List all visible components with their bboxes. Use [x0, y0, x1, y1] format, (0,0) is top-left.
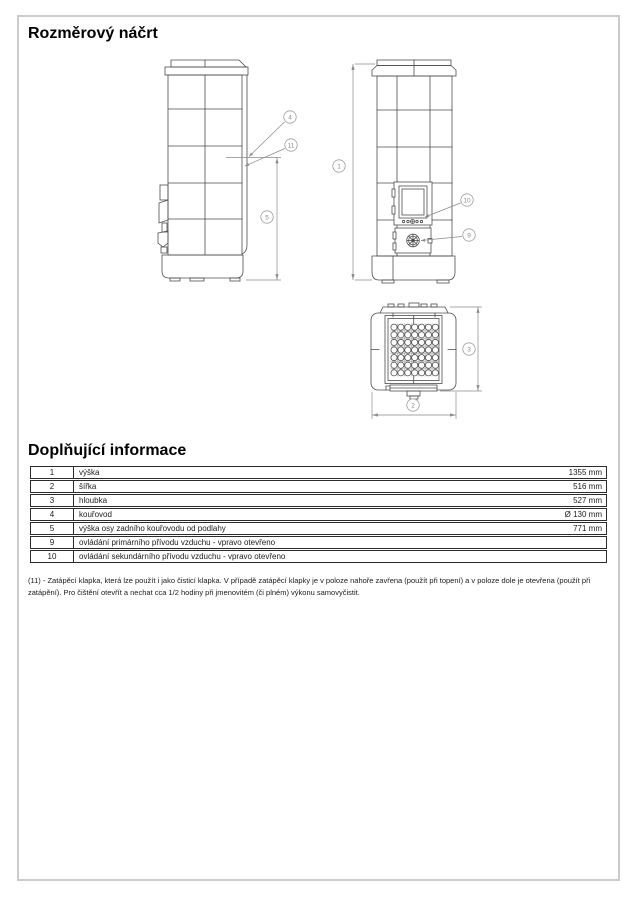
row-label: výška — [79, 468, 100, 477]
row-number: 4 — [31, 509, 74, 520]
table-row — [30, 466, 607, 479]
row-number: 1 — [31, 467, 74, 478]
row-label: kouřovod — [79, 510, 112, 519]
row-number: 2 — [31, 481, 74, 492]
callout-11-badge — [285, 139, 297, 151]
side-hinge-upper — [160, 185, 168, 200]
top-view-latch — [386, 385, 437, 399]
firebox-door — [392, 182, 432, 225]
svg-text:1: 1 — [337, 163, 341, 171]
row-label: ovládání sekundárního přívodu vzduchu - vpravo otevřeno — [79, 552, 286, 561]
section-title: Doplňující informace — [28, 442, 187, 459]
rosette-knob — [407, 234, 420, 247]
table-row — [30, 522, 607, 535]
table-row — [30, 494, 607, 507]
table-row — [30, 508, 607, 521]
row-label: šířka — [79, 482, 97, 491]
row-label: hloubka — [79, 496, 108, 505]
svg-text:10: 10 — [463, 197, 471, 205]
svg-text:3: 3 — [467, 346, 471, 354]
row-number: 3 — [31, 495, 74, 506]
svg-text:2: 2 — [411, 402, 415, 410]
table-row — [30, 480, 607, 493]
dimensional-drawing — [0, 0, 637, 440]
row-value: 771 mm — [573, 524, 602, 533]
row-number: 9 — [31, 537, 74, 548]
ash-door — [393, 228, 432, 253]
callout-3-badge — [463, 343, 475, 355]
callout-2-badge — [407, 399, 419, 411]
callout-5-badge — [261, 211, 273, 223]
callout-4-badge — [284, 111, 296, 123]
svg-text:4: 4 — [288, 114, 292, 122]
front-view-drawing — [372, 60, 456, 283]
row-value: 516 mm — [573, 482, 602, 491]
row-number: 10 — [31, 551, 74, 562]
svg-text:9: 9 — [467, 232, 471, 240]
grate-holes — [391, 324, 439, 376]
row-value: 1355 mm — [568, 468, 602, 477]
row-value: Ø 130 mm — [564, 510, 602, 519]
footnote-text: (11) - Zatápěcí klapka, která lze použít i jako čisticí klapka. V případě zatápěcí klapky je v poloze nahoře zavřena (použít při topení) a v poloze dole je otevřena (použít při zatápění). Pro čištění otevřít a nechat cca 1/2 hodiny při jmenovitém (či plném) výkonu samovyčistit. — [28, 576, 591, 597]
row-label: ovládání primárního přívodu vzduchu - vpravo otevřeno — [79, 538, 276, 547]
info-table — [30, 466, 607, 564]
row-value: 527 mm — [573, 496, 602, 505]
side-latch-lower — [158, 231, 168, 247]
row-number: 5 — [31, 523, 74, 534]
callout-10-badge — [461, 194, 473, 206]
page-title: Rozměrový náčrt — [28, 25, 158, 42]
top-view-drawing — [371, 303, 456, 399]
row-label: výška osy zadního kouřovodu od podlahy — [79, 524, 226, 533]
row-value — [602, 537, 606, 548]
callout-9-badge — [463, 229, 475, 241]
side-view-drawing — [158, 60, 248, 281]
svg-text:11: 11 — [287, 142, 295, 150]
table-row — [30, 550, 607, 563]
svg-text:5: 5 — [265, 214, 269, 222]
table-row — [30, 536, 607, 549]
row-value — [602, 551, 606, 562]
callout-1-badge — [333, 160, 345, 172]
